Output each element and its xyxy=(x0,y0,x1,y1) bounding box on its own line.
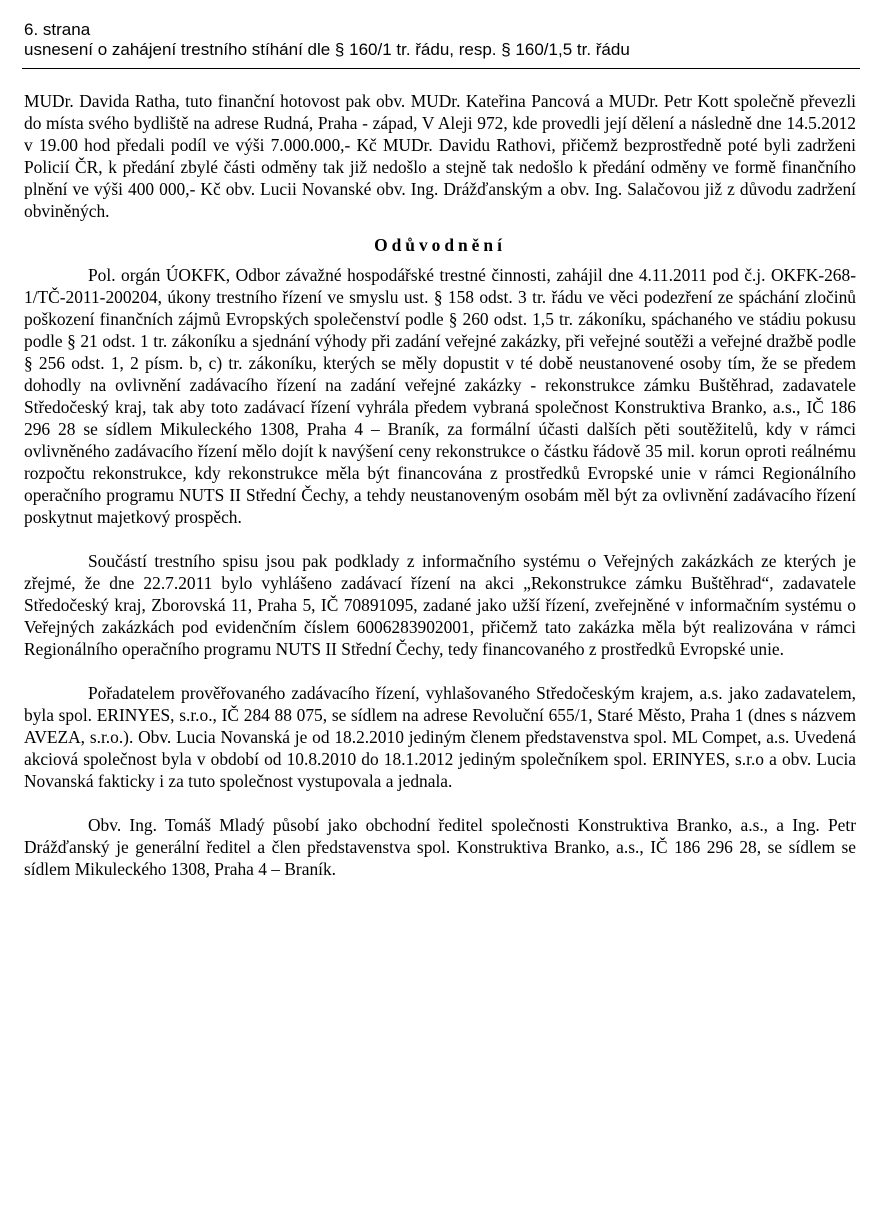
paragraph-continuation: MUDr. Davida Ratha, tuto finanční hotovost pak obv. MUDr. Kateřina Pancová a MUDr. Petr Kott společně převezli do místa svého bydliště na adrese Rudná, Praha - západ, V Aleji 972, kde provedli její dělení a následně dne 14.5.2012 v 19.00 hod předali podíl ve výši 7.000.000,- Kč MUDr. Davidu Rathovi, přičemž bezprostředně poté byli zadrženi Policií ČR, k předání zbylé části odměny tak již nedošlo a stejně tak nedošlo k předání odměny ve formě finančního plnění ve výši 400 000,- Kč obv. Lucii Novanské obv. Ing. Drážďanským a obv. Ing. Salačovou již z důvodu zadržení obviněných. xyxy=(24,91,856,221)
document-subtitle: usnesení o zahájení trestního stíhání dle § 160/1 tr. řádu, resp. § 160/1,5 tr. řádu xyxy=(24,40,630,59)
paragraph-reasoning: Pol. orgán ÚOKFK, Odbor závažné hospodářské trestné činnosti, zahájil dne 4.11.2011 pod č.j. OKFK-268-1/TČ-2011-200204, úkony trestního řízení ve smyslu ust. § 158 odst. 3 tr. řádu ve věci podezření ze spáchání zločinů poškození finančních zájmů Evropských společenství podle § 260 odst. 1,5 tr. zákoníku, spáchaného ve stádiu pokusu podle § 21 odst. 1 tr. zákoníku a sjednání výhody při zadání veřejné zakázky, při veřejné soutěži a veřejné dražbě podle § 256 odst. 1, 2 písm. b, c) tr. zákoníku, kterých se měly dopustit v té době neustanovené osoby tím, že se předem dohodly na ovlivnění zadávacího řízení na zadání veřejné zakázky - rekonstrukce zámku Buštěhrad, zadavatele Středočeský kraj, tak aby toto zadávací řízení vyhrála předem vybraná společnost Konstruktiva Branko, a.s., IČ 186 296 28 se sídlem Mikuleckého 1308, Praha 4 – Braník, za formální účasti dalších pěti soutěžitelů, kdy v rámci ovlivněného zadávacího řízení mělo dojít k navýšení ceny rekonstrukce o částku řádově 35 mil. korun oproti reálnému rozpočtu rekonstrukce, kdy rekonstrukce měla být financována z prostředků Evropské unie v rámci Regionálního operačního programu NUTS II Střední Čechy, a tehdy neustanoveným osobám měl být za ovlivnění zadávacího řízení poskytnut majetkový prospěch. xyxy=(24,265,856,527)
page-header xyxy=(24,20,860,60)
paragraph-case-file: Součástí trestního spisu jsou pak podklady z informačního systému o Veřejných zakázkách ze kterých je zřejmé, že dne 22.7.2011 bylo vyhlášeno zadávací řízení na akci „Rekonstrukce zámku Buštěhrad“, zadavatele Středočeský kraj, Zborovská 11, Praha 5, IČ 70891095, zadané jako užší řízení, zveřejněné v informačním systému o Veřejných zakázkách pod evidenčním číslem 6006283902001, přičemž tato zakázka měla být realizována v rámci Regionálního operačního programu NUTS II Střední Čechy, tedy financovaného z prostředků Evropské unie. xyxy=(24,551,856,659)
paragraph-organizer: Pořadatelem prověřovaného zadávacího řízení, vyhlašovaného Středočeským krajem, a.s. jako zadavatelem, byla spol. ERINYES, s.r.o., IČ 284 88 075, se sídlem na adrese Revoluční 655/1, Staré Město, Praha 1 (dnes s názvem AVEZA, s.r.o.). Obv. Lucia Novanská je od 18.2.2010 jediným členem představenstva spol. ML Compet, a.s. Uvedená akciová společnost byla v období od 10.8.2010 do 18.1.2012 jediným společníkem spol. ERINYES, s.r.o a obv. Lucia Novanská fakticky i za tuto společnost vystupovala a jednala. xyxy=(24,683,856,791)
paragraph-persons: Obv. Ing. Tomáš Mladý působí jako obchodní ředitel společnosti Konstruktiva Branko, a.s., a Ing. Petr Drážďanský je generální ředitel a člen představenstva spol. Konstruktiva Branko, a.s., IČ 186 296 28, se sídlem se sídlem Mikuleckého 1308, Praha 4 – Braník. xyxy=(24,815,856,879)
section-heading: Odůvodnění xyxy=(374,235,506,255)
page-number: 6. strana xyxy=(24,20,91,39)
header-divider xyxy=(22,68,860,69)
document-body xyxy=(24,90,856,880)
